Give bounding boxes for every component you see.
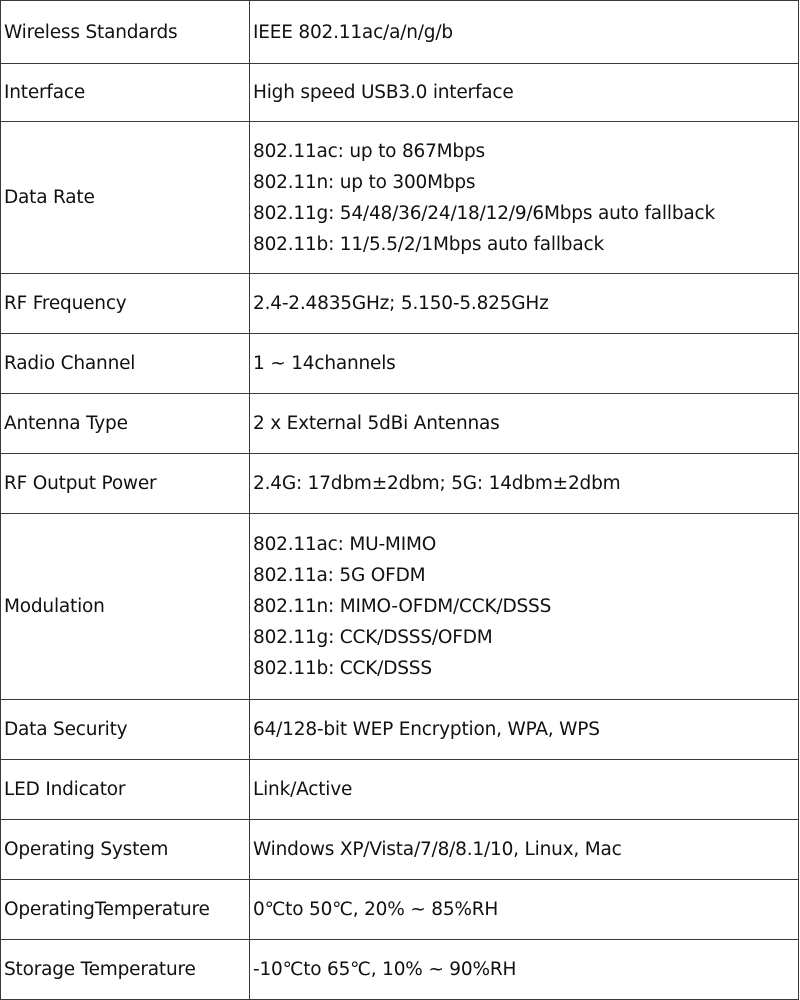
spec-label: Wireless Standards	[1, 1, 250, 64]
spec-value-line: 64/128-bit WEP Encryption, WPA, WPS	[253, 719, 600, 740]
spec-value-line: High speed USB3.0 interface	[253, 82, 514, 103]
spec-label: OperatingTemperature	[1, 880, 250, 940]
spec-value	[250, 122, 799, 274]
spec-value	[250, 454, 799, 514]
spec-label: Antenna Type	[1, 394, 250, 454]
spec-label: Storage Temperature	[1, 940, 250, 1000]
spec-value-line: 802.11ac: up to 867Mbps	[253, 140, 485, 162]
table-row	[1, 394, 799, 454]
spec-value-line: 802.11a: 5G OFDM	[253, 565, 426, 586]
spec-value-line: 802.11g: 54/48/36/24/18/12/9/6Mbps auto fallback	[253, 202, 715, 224]
spec-table-body	[1, 1, 799, 1000]
spec-value-line: 2 x External 5dBi Antennas	[253, 413, 500, 434]
table-row	[1, 760, 799, 820]
spec-value-line: 802.11b: CCK/DSSS	[253, 658, 432, 679]
table-row	[1, 700, 799, 760]
spec-value	[250, 940, 799, 1000]
spec-value-line: 802.11g: CCK/DSSS/OFDM	[253, 627, 493, 648]
spec-value-line: 802.11ac: MU-MIMO	[253, 534, 437, 555]
spec-value-line: 1 ~ 14channels	[253, 353, 396, 374]
spec-value	[250, 274, 799, 334]
spec-value	[250, 394, 799, 454]
spec-value-line: Windows XP/Vista/7/8/8.1/10, Linux, Mac	[253, 839, 622, 860]
table-row	[1, 940, 799, 1000]
spec-value-line: -10℃to 65℃, 10% ~ 90%RH	[253, 959, 517, 980]
spec-value	[250, 64, 799, 122]
spec-label: Data Rate	[1, 122, 250, 274]
spec-value-line: Link/Active	[253, 779, 353, 800]
spec-value-line: 0℃to 50℃, 20% ~ 85%RH	[253, 899, 499, 920]
table-row	[1, 274, 799, 334]
table-row	[1, 820, 799, 880]
spec-label: RF Output Power	[1, 454, 250, 514]
spec-value-line: 2.4-2.4835GHz; 5.150-5.825GHz	[253, 293, 549, 314]
spec-value	[250, 514, 799, 700]
spec-label: RF Frequency	[1, 274, 250, 334]
table-row	[1, 1, 799, 64]
table-row	[1, 880, 799, 940]
table-row	[1, 334, 799, 394]
spec-value	[250, 820, 799, 880]
spec-label: Operating System	[1, 820, 250, 880]
table-row	[1, 122, 799, 274]
table-row	[1, 64, 799, 122]
spec-label: LED Indicator	[1, 760, 250, 820]
spec-value	[250, 700, 799, 760]
spec-label: Data Security	[1, 700, 250, 760]
table-row	[1, 514, 799, 700]
spec-value-line: 802.11n: up to 300Mbps	[253, 171, 476, 193]
spec-value	[250, 880, 799, 940]
spec-value	[250, 1, 799, 64]
table-row	[1, 454, 799, 514]
spec-label: Interface	[1, 64, 250, 122]
spec-value	[250, 334, 799, 394]
spec-value-line: 802.11n: MIMO-OFDM/CCK/DSSS	[253, 596, 552, 617]
spec-label: Radio Channel	[1, 334, 250, 394]
spec-label: Modulation	[1, 514, 250, 700]
spec-value-line: 2.4G: 17dbm±2dbm; 5G: 14dbm±2dbm	[253, 473, 621, 494]
spec-value-line: IEEE 802.11ac/a/n/g/b	[253, 21, 453, 43]
spec-value-line: 802.11b: 11/5.5/2/1Mbps auto fallback	[253, 233, 604, 255]
spec-value	[250, 760, 799, 820]
